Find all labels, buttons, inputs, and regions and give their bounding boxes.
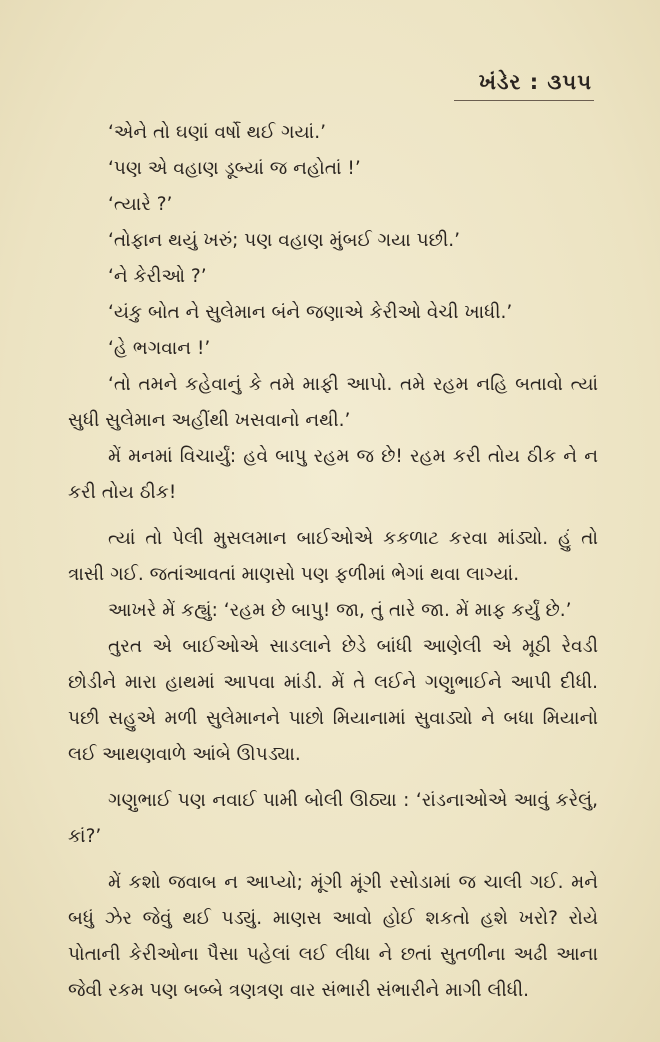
paragraph-3: ‘ત્યારે ?’ <box>108 194 173 215</box>
paragraph-11: આખરે મેં કહ્યું: ‘રહમ છે બાપુ! જા, તું તારે જા. મેં માફ કર્યું છે.’ <box>108 600 572 621</box>
paragraph-5: ‘ને કેરીઓ ?’ <box>108 266 207 287</box>
paragraph-1: ‘એને તો ઘણાં વર્ષો થઈ ગયાં.’ <box>108 122 326 143</box>
paragraph-13: ગણુભાઈ પણ નવાઈ પામી બોલી ઊઠ્યા : ‘રાંડનાઓએ આવું કરેલું, કાં?’ <box>68 790 598 847</box>
paragraph-7: ‘હે ભગવાન !’ <box>108 338 211 359</box>
paragraph-9: મેં મનમાં વિચાર્યું: હવે બાપુ રહમ જ છે! રહમ કરી તોય ઠીક ને ન કરી તોય ઠીક! <box>68 446 598 503</box>
running-head: ખંડેર : ૩૫૫ <box>478 70 592 94</box>
paragraph-10: ત્યાં તો પેલી મુસલમાન બાઈઓએ કકળાટ કરવા માંડ્યો. હું તો ત્રાસી ગઈ. જતાંઆવતાં માણસો પણ ફળીમાં ભેગાં થવા લાગ્યાં. <box>68 528 598 585</box>
text-body <box>68 115 598 1009</box>
paragraph-12: તુરત એ બાઈઓએ સાડલાને છેડે બાંધી આણેલી એ મૂઠી રેવડી છોડીને મારા હાથમાં આપવા માંડી. મેં તે લઈને ગણુભાઈને આપી દીધી. પછી સહુએ મળી સુલેમાનને પાછો મિયાનામાં સુવાડ્યો ને બધા મિયાનો લઈ આથણવાળે આંબે ઊપડ્યા. <box>68 636 598 765</box>
paragraph-4: ‘તોફાન થયું ખરું; પણ વહાણ મુંબઈ ગયા પછી.’ <box>108 230 461 251</box>
paragraph-2: ‘પણ એ વહાણ ડૂબ્યાં જ નહોતાં !’ <box>108 158 361 179</box>
paragraph-8: ‘તો તમને કહેવાનું કે તમે માફી આપો. તમે રહમ નહિ બતાવો ત્યાં સુધી સુલેમાન અહીંથી ખસવાનો નથી.’ <box>68 374 598 431</box>
paragraph-14: મેં કશો જવાબ ન આપ્યો; મૂંગી મૂંગી રસોડામાં જ ચાલી ગઈ. મને બધું ઝેર જેવું થઈ પડ્યું. માણસ આવો હોઈ શકતો હશે ખરો? રોયે પોતાની કેરીઓના પૈસા પહેલાં લઈ લીધા ને છતાં સુતળીના અઢી આના જેવી રકમ પણ બબ્બે ત્રણત્રણ વાર સંભારી સંભારીને માગી લીધી. <box>68 872 598 1001</box>
header-rule <box>454 100 594 101</box>
paragraph-6: ‘યંકુ બોત ને સુલેમાન બંને જણાએ કેરીઓ વેચી ખાધી.’ <box>108 302 513 323</box>
